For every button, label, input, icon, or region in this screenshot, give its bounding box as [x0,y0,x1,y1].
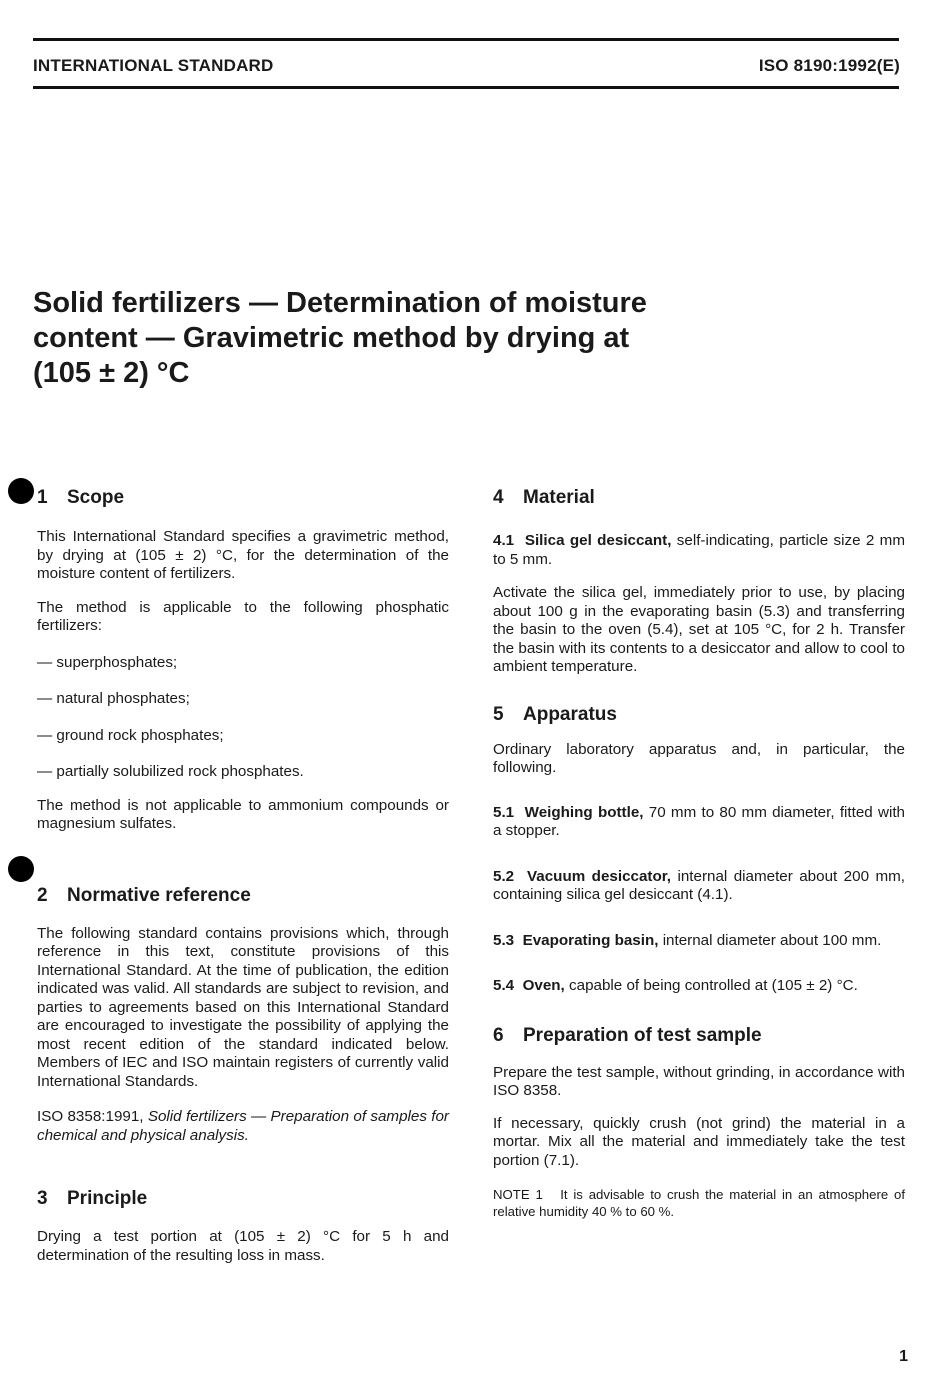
document-type-label: INTERNATIONAL STANDARD [33,56,274,75]
title-line-2: content — Gravimetric method by drying at [33,322,630,354]
scope-paragraph: The method is not applicable to ammonium compounds or magnesium sulfates. [37,796,449,832]
material-paragraph: Activate the silica gel, immediately prior to use, by placing about 100 g in the evaporating basin (5.3) and transferring the basin to the oven (5.4), set at 105 °C, for 2 h. Transfer the basin with its contents to a desiccator and allow to cool to ambient temperature. [493,584,905,675]
section-heading-preparation: 6 Preparation of test sample [493,1024,762,1046]
header-bottom-rule [33,86,899,89]
section-heading-material: 4 Material [493,487,595,508]
section-heading-normative-reference: 2 Normative reference [37,884,251,906]
apparatus-item: 5.4 Oven, capable of being controlled at (105 ± 2) °C. [493,977,858,994]
page-number: 1 [899,1348,908,1365]
punch-hole-mark [8,478,34,504]
subclause-silica-gel: 4.1 Silica gel desiccant, self-indicating, particle size 2 mm to 5 mm. [493,532,905,568]
section-heading-principle: 3 Principle [37,1188,148,1209]
apparatus-intro: Ordinary laboratory apparatus and, in particular, the following. [493,740,905,776]
principle-paragraph: Drying a test portion at (105 ± 2) °C for 5 h and determination of the resulting loss in mass. [37,1228,449,1264]
document-code: ISO 8190:1992(E) [758,56,900,75]
list-item: — partially solubilized rock phosphates. [37,763,304,780]
normative-reference-entry: ISO 8358:1991, Solid fertilizers — Preparation of samples for chemical and physical analysis. [37,1108,449,1144]
section-heading-apparatus: 5 Apparatus [493,703,617,725]
apparatus-item: 5.3 Evaporating basin, internal diameter about 100 mm. [493,931,882,949]
header-top-rule [33,38,899,41]
normative-paragraph: The following standard contains provisions which, through reference in this text, constitute provisions of this International Standard. At the time of publication, the edition indicated was valid. All standards are subject to revision, and parties to agreements based on this International Standard are encouraged to investigate the possibility of applying the most recent edition of the standard indicated below. Members of IEC and ISO maintain registers of currently valid International Standards. [37,924,449,1090]
apparatus-item: 5.1 Weighing bottle, 70 mm to 80 mm diameter, fitted with a stopper. [493,803,905,839]
title-line-1: Solid fertilizers — Determination of moisture [33,287,647,319]
list-item: — superphosphates; [37,653,178,671]
list-item: — natural phosphates; [37,690,190,707]
section-heading-scope: 1 Scope [37,487,125,508]
preparation-paragraph: Prepare the test sample, without grinding, in accordance with ISO 8358. [493,1063,905,1099]
scope-paragraph: The method is applicable to the following phosphatic fertilizers: [37,598,449,634]
list-item: — ground rock phosphates; [37,726,224,744]
apparatus-item: 5.2 Vacuum desiccator, internal diameter about 200 mm, containing silica gel desiccant (4.1). [493,867,905,903]
note: NOTE 1 It is advisable to crush the material in an atmosphere of relative humidity 40 % to 60 %. [493,1187,905,1219]
left-column [37,486,449,1265]
scope-paragraph: This International Standard specifies a gravimetric method, by drying at (105 ± 2) °C, for the determination of the moisture content of fertilizers. [37,528,449,582]
right-column [493,486,905,1220]
preparation-paragraph: If necessary, quickly crush (not grind) the material in a mortar. Mix all the material and immediately take the test portion (7.1). [493,1114,905,1169]
document-title [33,286,753,391]
punch-hole-mark [8,856,34,882]
title-line-3: (105 ± 2) °C [33,357,190,389]
